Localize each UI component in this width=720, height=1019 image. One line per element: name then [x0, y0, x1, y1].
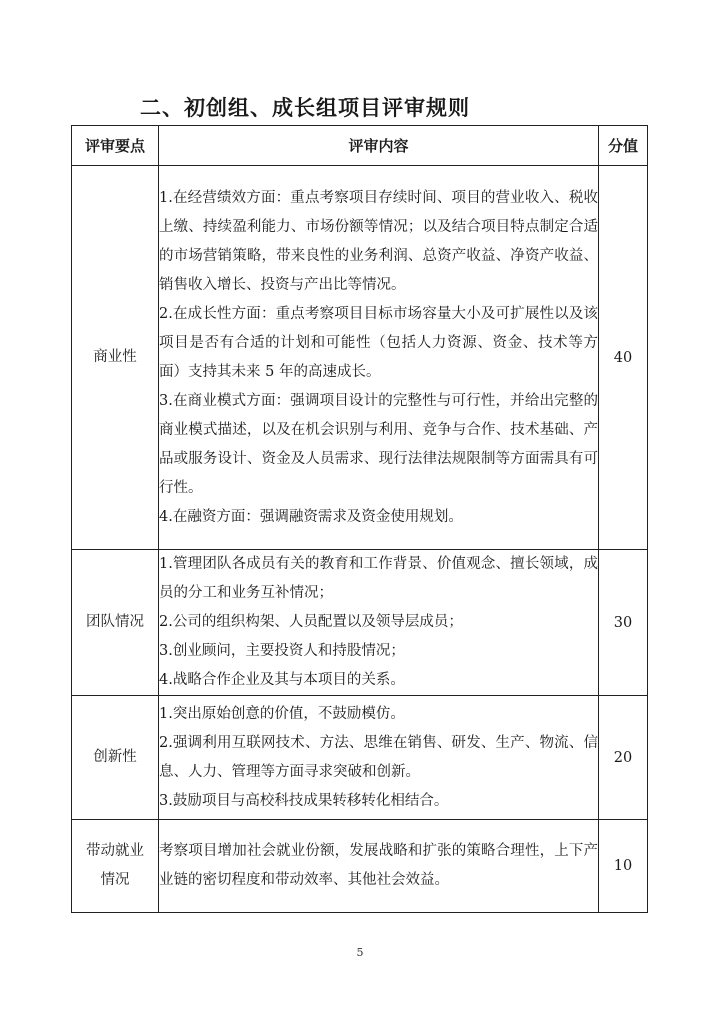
content-paragraph: 4.战略合作企业及其与本项目的关系。	[159, 672, 405, 688]
content-paragraph: 2.在成长性方面：重点考察项目目标市场容量大小及可扩展性以及该项目是否有合适的计划和可能性（包括人力资源、资金、技术等方面）支持其未来 5 年的高速成长。	[159, 305, 598, 380]
row-item-label: 团队情况	[72, 550, 159, 696]
content-paragraph: 3.鼓励项目与高校科技成果转移转化相结合。	[159, 792, 449, 809]
row-content	[159, 820, 599, 913]
table-header-row	[72, 126, 648, 166]
table-row-innovation	[72, 696, 648, 820]
table-row-employment	[72, 820, 648, 913]
row-item-label: 创新性	[72, 696, 159, 820]
row-score: 10	[599, 820, 648, 913]
page-number: 5	[356, 946, 364, 959]
content-paragraph: 2.强调利用互联网技术、方法、思维在销售、研发、生产、物流、信息、人力、管理等方面寻求突破和创新。	[159, 734, 598, 780]
row-score: 20	[599, 696, 648, 820]
content-paragraph: 2.公司的组织构架、人员配置以及领导层成员；	[159, 614, 463, 630]
row-score: 40	[599, 166, 648, 550]
content-paragraph: 1.在经营绩效方面：重点考察项目存续时间、项目的营业收入、税收上缴、持续盈利能力、市场份额等情况；以及结合项目特点制定合适的市场营销策略，带来良性的业务利润、总资产收益、净资产收益、销售收入增长、投资与产出比等情况。	[159, 189, 598, 293]
row-score: 30	[599, 550, 648, 696]
header-score: 分值	[599, 126, 648, 166]
table-row-team	[72, 550, 648, 696]
header-review-point: 评审要点	[72, 126, 159, 166]
content-paragraph: 4.在融资方面：强调融资需求及资金使用规划。	[159, 508, 463, 525]
row-content	[159, 166, 599, 550]
table-row-commercial	[72, 166, 648, 550]
row-item-label: 带动就业情况	[72, 820, 159, 913]
content-paragraph: 3.创业顾问，主要投资人和持股情况；	[159, 643, 405, 659]
header-review-content: 评审内容	[159, 126, 599, 166]
review-rules-table	[71, 125, 648, 913]
content-paragraph: 1.管理团队各成员有关的教育和工作背景、价值观念、擅长领域，成员的分工和业务互补情况；	[159, 556, 598, 601]
row-item-label: 商业性	[72, 166, 159, 550]
content-paragraph: 考察项目增加社会就业份额，发展战略和扩张的策略合理性，上下产业链的密切程度和带动效率、其他社会效益。	[159, 843, 598, 888]
content-paragraph: 3.在商业模式方面：强调项目设计的完整性与可行性，并给出完整的商业模式描述，以及在机会识别与利用、竞争与合作、技术基础、产品或服务设计、资金及人员需求、现行法律法规限制等方面需具有可行性。	[159, 392, 598, 496]
row-content	[159, 550, 599, 696]
content-paragraph: 1.突出原始创意的价值，不鼓励模仿。	[159, 705, 405, 722]
section-title: 二、初创组、成长组项目评审规则	[140, 96, 470, 120]
row-content	[159, 696, 599, 820]
